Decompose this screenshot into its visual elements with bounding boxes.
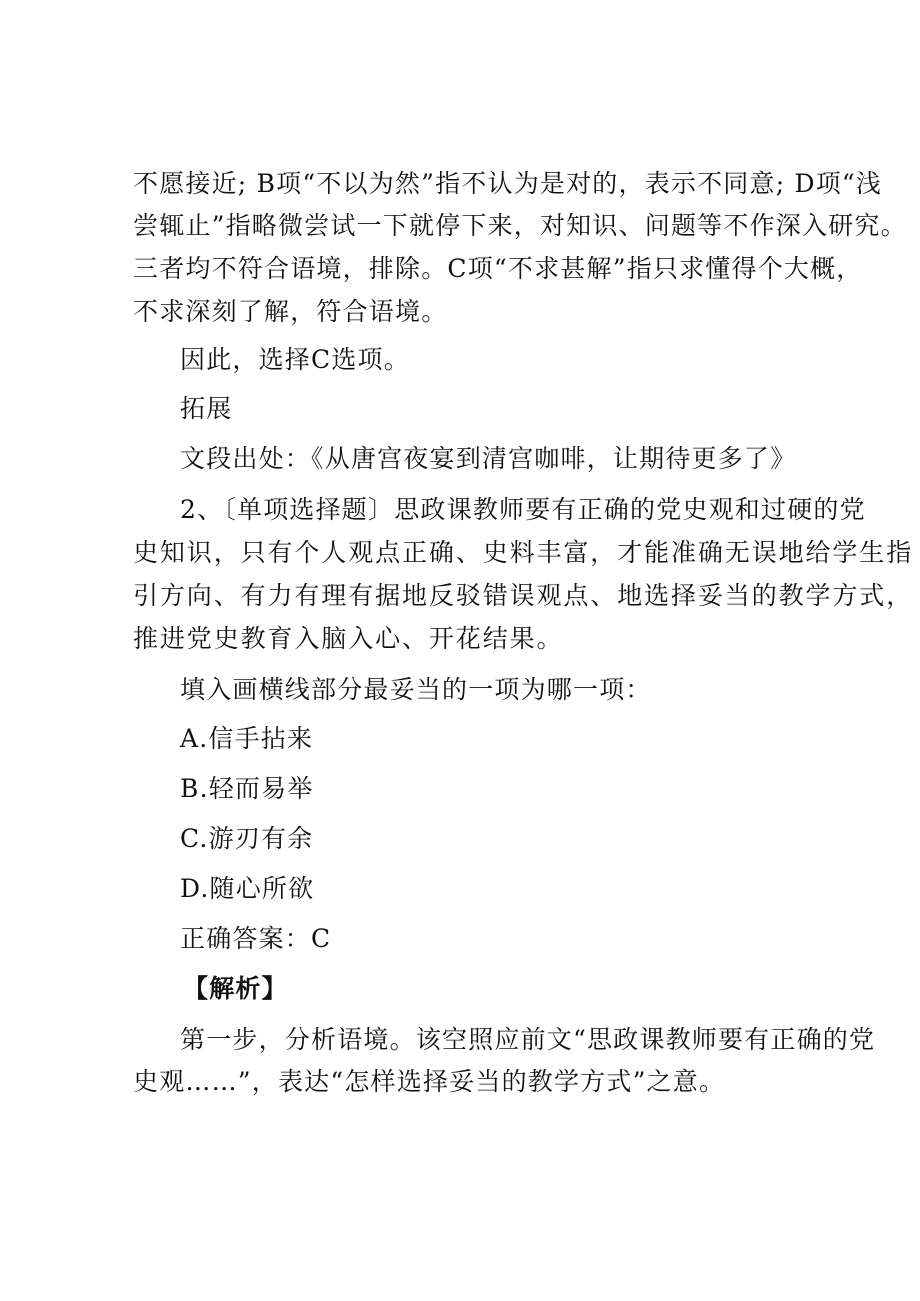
option-d: D.随心所欲: [180, 874, 315, 903]
paragraph-line: 不求深刻了解，符合语境。: [133, 297, 448, 326]
analysis-line: 第一步，分析语境。该空照应前文“思政课教师要有正确的党: [180, 1025, 876, 1054]
paragraph-line: 三者均不符合语境，排除。C项“不求甚解”指只求懂得个大概，: [133, 254, 863, 283]
extension-label: 拓展: [180, 394, 233, 423]
question-text-line: 史知识，只有个人观点正确、史料丰富，才能准确无误地给学生指: [133, 538, 914, 567]
paragraph-line: 尝辄止”指略微尝试一下就停下来，对知识、问题等不作深入研究。: [133, 211, 907, 240]
source-citation: 文段出处：《从唐宫夜宴到清宫咖啡，让期待更多了》: [180, 444, 797, 473]
option-b: B.轻而易举: [180, 774, 314, 803]
question-text-line: 2、〔单项选择题〕思政课教师要有正确的党史观和过硬的党: [180, 495, 866, 524]
correct-answer: 正确答案：C: [180, 924, 332, 953]
option-c: C.游刃有余: [180, 824, 314, 853]
question-text-line: 引方向、有力有理有据地反驳错误观点、地选择妥当的教学方式，: [133, 581, 914, 610]
analysis-heading: 【解析】: [183, 974, 288, 1003]
analysis-line: 史观……”，表达“怎样选择妥当的教学方式”之意。: [133, 1067, 726, 1096]
option-a: A.信手拈来: [180, 724, 314, 753]
question-prompt: 填入画横线部分最妥当的一项为哪一项：: [180, 675, 652, 704]
conclusion-text: 因此，选择C选项。: [180, 345, 410, 374]
question-text-line: 推进党史教育入脑入心、开花结果。: [133, 624, 564, 653]
paragraph-line: 不愿接近; B项“不以为然”指不认为是对的，表示不同意; D项“浅: [133, 169, 883, 198]
